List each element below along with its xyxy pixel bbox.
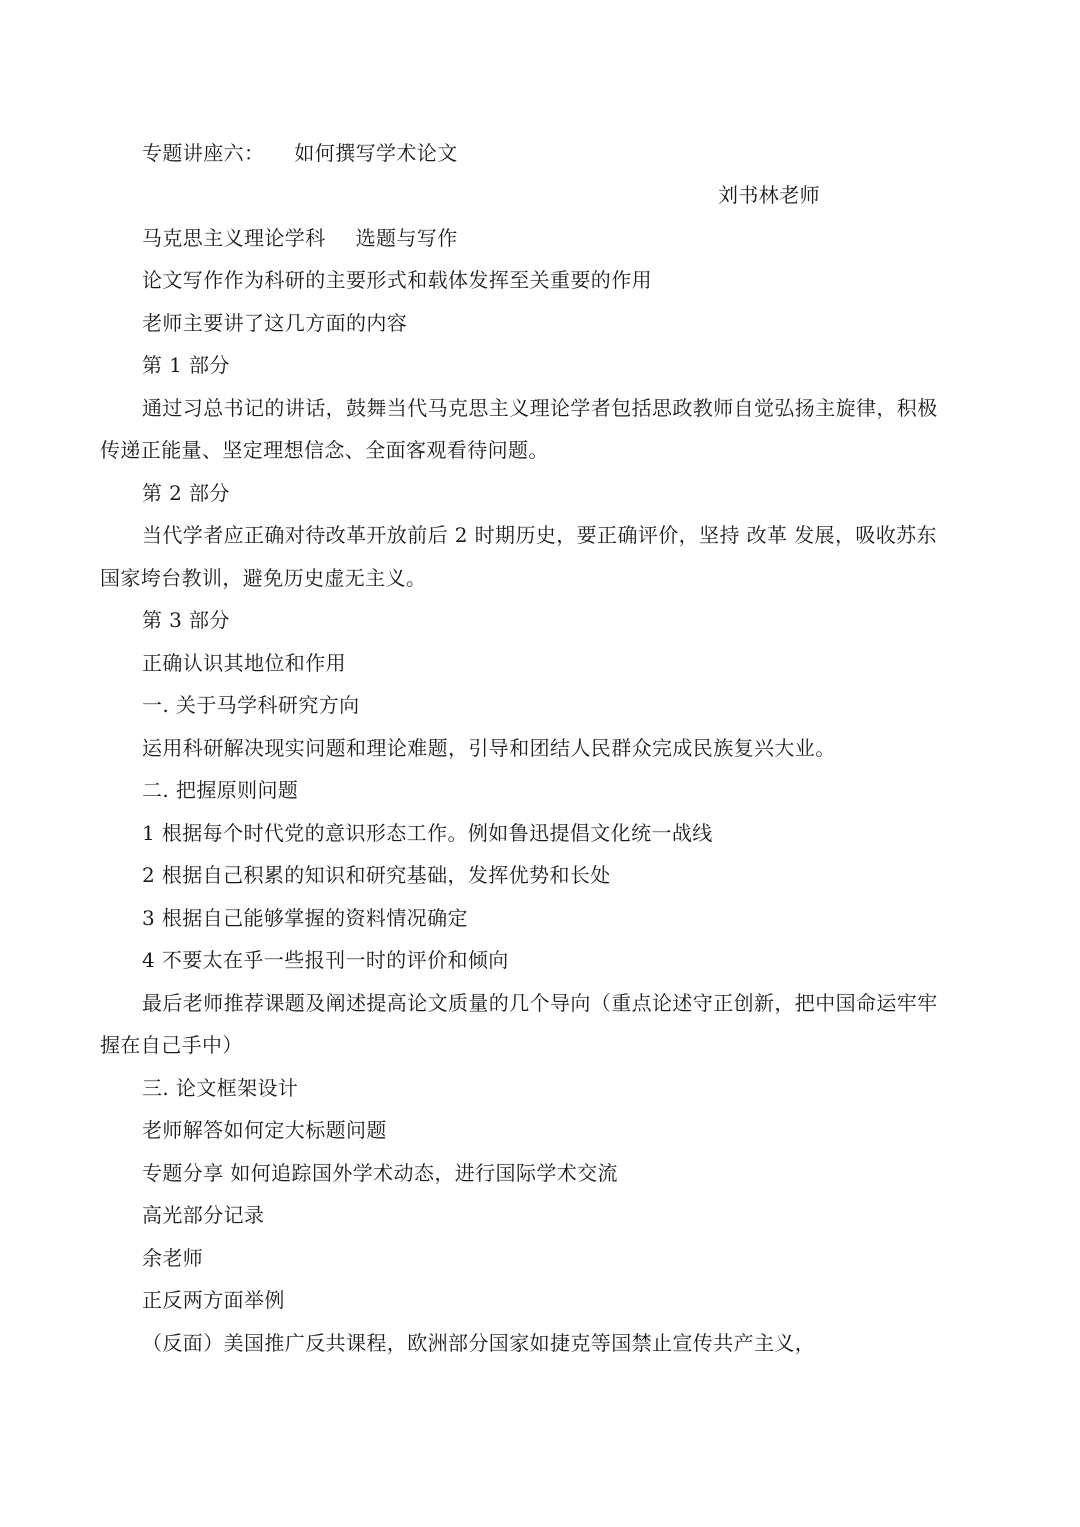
section1-body: 运用科研解决现实问题和理论难题，引导和团结人民群众完成民族复兴大业。 <box>142 736 836 760</box>
intro-line-1: 论文写作作为科研的主要形式和载体发挥至关重要的作用 <box>142 268 652 292</box>
intro-line-2: 老师主要讲了这几方面的内容 <box>142 311 408 335</box>
section1-heading: 一. 关于马学科研究方向 <box>142 693 360 717</box>
section2-item-4: 4 不要太在乎一些报刊一时的评价和倾向 <box>142 948 509 972</box>
part1-body-line-2: 传递正能量、坚定理想信念、全面客观看待问题。 <box>100 438 549 462</box>
topic-name: 选题与写作 <box>355 226 458 250</box>
section3-line-2: 专题分享 如何追踪国外学术动态，进行国际学术交流 <box>142 1161 618 1185</box>
part3-subheading: 正确认识其地位和作用 <box>142 651 346 675</box>
part1-body-line-1: 通过习总书记的讲话，鼓舞当代马克思主义理论学者包括思政教师自觉弘扬主旋律，积极 <box>142 396 938 420</box>
part3-heading: 第 3 部分 <box>142 608 230 632</box>
section2-item-3: 3 根据自己能够掌握的资料情况确定 <box>142 906 468 930</box>
part2-heading: 第 2 部分 <box>142 481 230 505</box>
section3-line-4: 余老师 <box>142 1246 204 1270</box>
section3-heading: 三. 论文框架设计 <box>142 1076 299 1100</box>
part1-heading: 第 1 部分 <box>142 353 230 377</box>
lecture-title: 如何撰写学术论文 <box>294 141 458 165</box>
section3-line-5: 正反两方面举例 <box>142 1288 285 1312</box>
author-name: 刘书林老师 <box>718 183 820 207</box>
lecture-label: 专题讲座六： <box>142 141 265 165</box>
lecture-heading <box>142 139 987 167</box>
part2-body-line-2: 国家垮台教训，避免历史虚无主义。 <box>100 566 427 590</box>
section3-line-3: 高光部分记录 <box>142 1203 265 1227</box>
section2-item-1: 1 根据每个时代党的意识形态工作。例如鲁迅提倡文化统一战线 <box>142 821 713 845</box>
subject-line <box>142 224 987 252</box>
discipline-name: 马克思主义理论学科 <box>142 226 326 250</box>
part2-body-line-1: 当代学者应正确对待改革开放前后 2 时期历史，要正确评价，坚持 改革 发展，吸收苏东 <box>142 523 937 547</box>
section2-closing-line-2: 握在自己手中） <box>100 1033 243 1057</box>
section2-closing-line-1: 最后老师推荐课题及阐述提高论文质量的几个导向（重点论述守正创新，把中国命运牢牢 <box>142 991 938 1015</box>
section2-item-2: 2 根据自己积累的知识和研究基础，发挥优势和长处 <box>142 863 611 887</box>
section3-line-1: 老师解答如何定大标题问题 <box>142 1118 387 1142</box>
section2-heading: 二. 把握原则问题 <box>142 778 299 802</box>
section3-line-6: （反面）美国推广反共课程，欧洲部分国家如捷克等国禁止宣传共产主义， <box>142 1331 816 1355</box>
